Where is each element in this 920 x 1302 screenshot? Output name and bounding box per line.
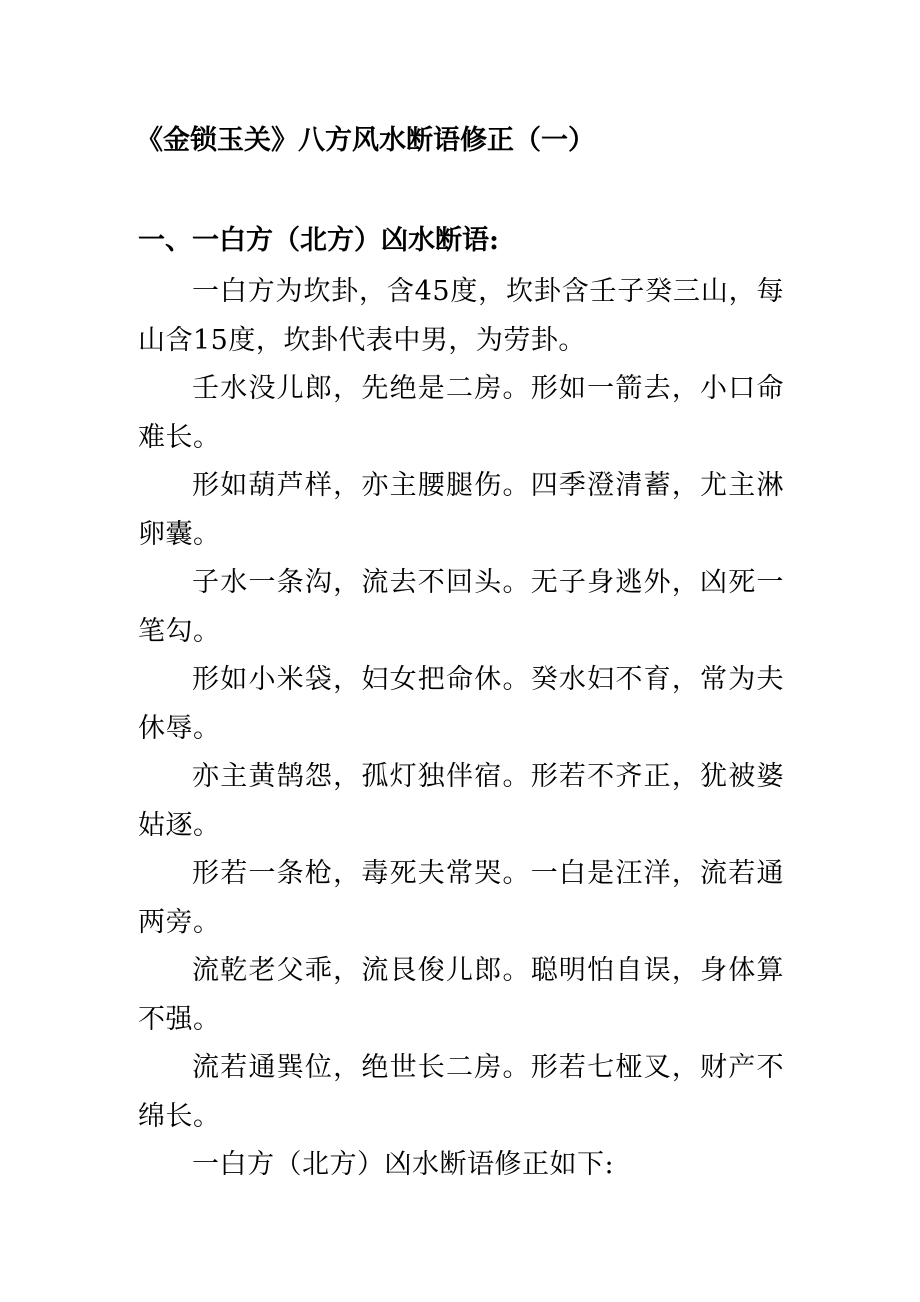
- verse-paragraph: 流若通巽位，绝世长二房。形若七桠叉，财产不绵长。: [138, 1052, 784, 1132]
- paragraph-conclusion: 一白方（北方）凶水断语修正如下:: [192, 1149, 615, 1180]
- verse-paragraph: 形如小米袋，妇女把命休。癸水妇不育，常为夫休辱。: [138, 664, 784, 744]
- verse-paragraph: 流乾老父乖，流艮俊儿郎。聪明怕自误，身体算不强。: [138, 955, 784, 1035]
- document-body: [138, 268, 784, 1190]
- document-title: 《金锁玉关》八方风水断语修正（一）: [136, 125, 595, 156]
- verse-paragraph: 壬水没儿郎，先绝是二房。形如一箭去，小口命难长。: [138, 373, 784, 453]
- verse-paragraph: 形若一条枪，毒死夫常哭。一白是汪洋，流若通两旁。: [138, 858, 784, 938]
- paragraph-intro: 一白方为坎卦，含45度，坎卦含壬子癸三山，每山含15度，坎卦代表中男，为劳卦。: [138, 276, 784, 356]
- verse-paragraph: 亦主黄鹄怨，孤灯独伴宿。形若不齐正，犹被婆姑逐。: [138, 761, 784, 841]
- verse-paragraph: 子水一条沟，流去不回头。无子身逃外，凶死一笔勾。: [138, 567, 784, 647]
- section-heading: 一、一白方（北方）凶水断语:: [138, 225, 499, 256]
- verse-paragraph: 形如葫芦样，亦主腰腿伤。四季澄清蓄，尤主淋卵囊。: [138, 470, 784, 550]
